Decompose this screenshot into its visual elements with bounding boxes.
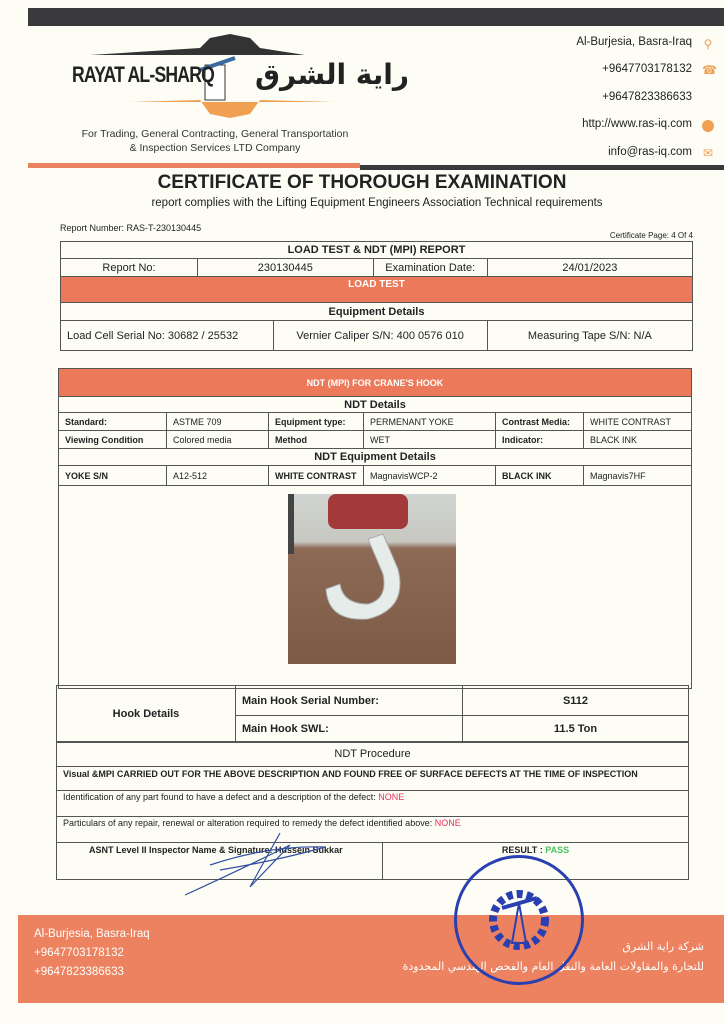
vernier-caliper-serial: Vernier Caliper S/N: 400 0576 010 — [273, 321, 487, 351]
yoke-sn-value: A12-512 — [167, 466, 269, 486]
ndt-details-heading: NDT Details — [59, 397, 692, 413]
contact-phone-2: +9647823386633 — [602, 91, 692, 103]
hook-swl-label: Main Hook SWL: — [236, 716, 463, 743]
footer-contact — [34, 925, 150, 982]
white-contrast-value: MagnavisWCP-2 — [364, 466, 496, 486]
black-ink-label: BLACK INK — [496, 466, 584, 486]
white-contrast-label: WHITE CONTRAST — [269, 466, 364, 486]
ndt-procedure-heading: NDT Procedure — [57, 742, 689, 767]
report-number: Report Number: RAS-T-230130445 — [60, 223, 202, 233]
divider-accent — [28, 163, 360, 168]
hook-details-label: Hook Details — [57, 686, 236, 743]
defect-identification — [57, 791, 689, 817]
hook-photo — [288, 494, 456, 664]
standard-label: Standard: — [59, 413, 167, 431]
method-value: WET — [364, 431, 496, 449]
measuring-tape-serial: Measuring Tape S/N: N/A — [487, 321, 692, 351]
tagline-line: For Trading, General Contracting, General Transportation — [81, 128, 349, 140]
stamp-graphic — [457, 858, 581, 982]
defect-identification-value: NONE — [378, 792, 405, 802]
contact-address: Al-Burjesia, Basra-Iraq — [576, 36, 692, 48]
footer-address: Al-Burjesia, Basra-Iraq — [34, 928, 150, 940]
hook-details-table — [56, 685, 689, 743]
certificate-subtitle: report complies with the Lifting Equipment Engineers Association Technical requirements — [151, 197, 603, 209]
top-bar — [28, 8, 724, 26]
certificate-page: Certificate Page: 4 Of 4 — [609, 231, 693, 240]
load-cell-serial: Load Cell Serial No: 30682 / 25532 — [61, 321, 274, 351]
hook-serial-value: S112 — [463, 686, 689, 716]
globe-icon — [702, 120, 714, 132]
indicator-label: Indicator: — [496, 431, 584, 449]
procedure-text: Visual &MPI CARRIED OUT FOR THE ABOVE DESCRIPTION AND FOUND FREE OF SURFACE DEFECTS AT THE TIME OF INSPECTION — [57, 767, 689, 791]
tagline-line: & Inspection Services LTD Company — [129, 142, 301, 154]
envelope-icon: ✉ — [702, 146, 714, 160]
standard-value: ASTME 709 — [167, 413, 269, 431]
signature — [180, 825, 330, 900]
ndt-equipment-heading: NDT Equipment Details — [59, 449, 692, 466]
load-test-table — [60, 241, 693, 351]
exam-date-value: 24/01/2023 — [487, 259, 692, 277]
hook-serial-label: Main Hook Serial Number: — [236, 686, 463, 716]
location-pin-icon: ⚲ — [703, 37, 713, 51]
phone-icon: ☎ — [702, 63, 717, 77]
repair-particulars — [57, 817, 689, 843]
contact-phone: +9647703178132 — [602, 63, 692, 75]
result-value: PASS — [545, 845, 570, 855]
black-ink-value: Magnavis7HF — [584, 466, 692, 486]
viewing-condition-value: Colored media — [167, 431, 269, 449]
footer-phone: +9647703178132 — [34, 947, 124, 959]
ndt-procedure-table — [56, 741, 689, 880]
defect-identification-label: Identification of any part found to have a defect and a description of the defect: — [63, 792, 376, 802]
footer-arabic-tagline: للتجارة والمقاولات العامة والنقل العام والفحص الهندسي المحدودة — [402, 960, 704, 973]
indicator-value: BLACK INK — [584, 431, 692, 449]
repair-particulars-value: NONE — [434, 818, 461, 828]
load-header: LOAD TEST & NDT (MPI) REPORT — [61, 242, 693, 259]
report-no-value: 230130445 — [198, 259, 374, 277]
footer-arabic-name: شركة راية الشرق — [622, 940, 704, 953]
hook-swl-value: 11.5 Ton — [463, 716, 689, 743]
company-name-arabic: راية الشرق — [255, 58, 410, 91]
inspector-signature: ASNT Level II Inspector Name & Signature: Hussein Sukkar — [57, 843, 383, 880]
divider-dark — [360, 165, 724, 170]
contrast-media-label: Contrast Media: — [496, 413, 584, 431]
contact-email[interactable]: info@ras-iq.com — [608, 146, 692, 158]
report-no-label: Report No: — [61, 259, 198, 277]
equipment-type-value: PERMENANT YOKE — [364, 413, 496, 431]
repair-particulars-label: Particulars of any repair, renewal or alteration required to remedy the defect identified above: — [63, 818, 433, 828]
yoke-sn-label: YOKE S/N — [59, 466, 167, 486]
viewing-condition-label: Viewing Condition — [59, 431, 167, 449]
method-label: Method — [269, 431, 364, 449]
load-test-section: LOAD TEST — [61, 277, 693, 303]
certificate-title: CERTIFICATE OF THOROUGH EXAMINATION — [157, 172, 567, 193]
company-tagline — [60, 127, 370, 155]
company-stamp — [454, 855, 584, 985]
ndt-header: NDT (MPI) FOR CRANE'S HOOK — [59, 369, 692, 397]
equipment-details-heading: Equipment Details — [61, 303, 693, 321]
equipment-type-label: Equipment type: — [269, 413, 364, 431]
crane-hook-image — [288, 494, 456, 664]
company-name: RAYAT AL-SHARQ — [72, 62, 215, 87]
result-label: RESULT : — [501, 845, 543, 855]
footer-phone-2: +9647823386633 — [34, 966, 124, 978]
contrast-media-value: WHITE CONTRAST — [584, 413, 692, 431]
contact-website[interactable]: http://www.ras-iq.com — [582, 118, 692, 130]
exam-date-label: Examination Date: — [373, 259, 487, 277]
